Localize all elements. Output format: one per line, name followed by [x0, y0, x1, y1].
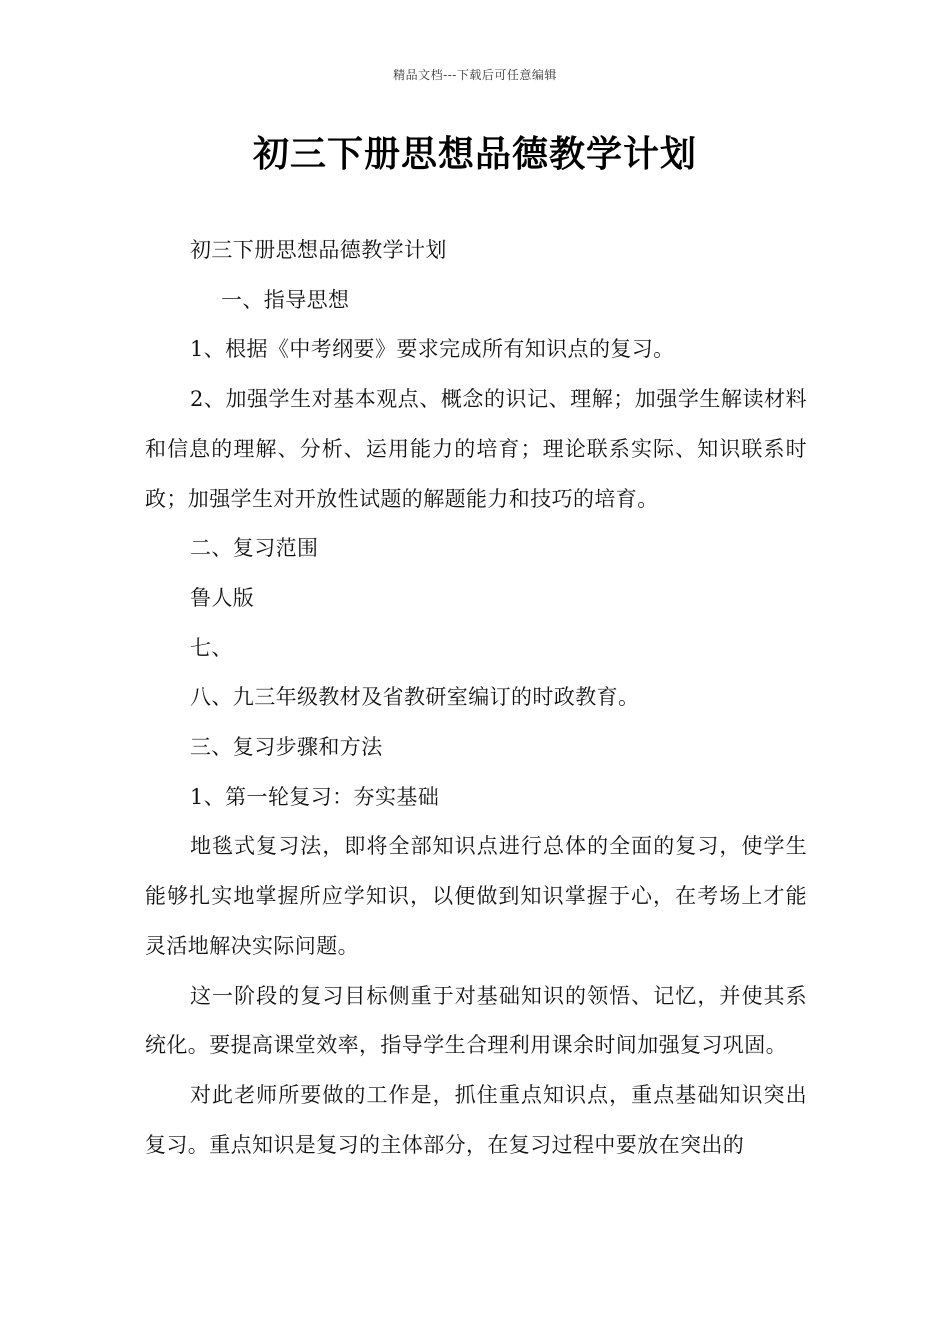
paragraph: 八、九三年级教材及省教研室编订的时政教育。 [190, 685, 640, 710]
paragraph: 1、第一轮复习：夯实基础 [190, 784, 440, 809]
paragraph: 地毯式复习法，即将全部知识点进行总体的全面的复习，使学生能够扎实地掌握所应学知识，以便做到知识掌握于心，在考场上才能灵活地解决实际问题。 [145, 834, 807, 958]
subtitle-paragraph: 初三下册思想品德教学计划 [190, 238, 447, 262]
section-heading-review-steps: 三、复习步骤和方法 [190, 735, 383, 760]
paragraph: 鲁人版 [190, 585, 255, 610]
paragraph: 2、加强学生对基本观点、概念的识记、理解；加强学生解读材料和信息的理解、分析、运用能力的培育；理论联系实际、知识联系时政；加强学生对开放性试题的解题能力和技巧的培育。 [145, 387, 807, 511]
section-heading-guiding-ideology: 一、指导思想 [221, 287, 350, 312]
paragraph: 七、 [190, 635, 233, 660]
paragraph: 1、根据《中考纲要》要求完成所有知识点的复习。 [190, 337, 675, 362]
paragraph: 这一阶段的复习目标侧重于对基础知识的领悟、记忆，并使其系统化。要提高课堂效率，指导学生合理利用课余时间加强复习巩固。 [145, 983, 807, 1058]
paragraph: 对此老师所要做的工作是，抓住重点知识点，重点基础知识突出复习。重点知识是复习的主体部分，在复习过程中要放在突出的 [145, 1082, 807, 1157]
section-heading-review-scope: 二、复习范围 [190, 536, 319, 561]
header-note: 精品文档---下载后可任意编辑 [393, 68, 557, 82]
document-body [145, 226, 807, 1170]
document-title: 初三下册思想品德教学计划 [252, 133, 697, 175]
